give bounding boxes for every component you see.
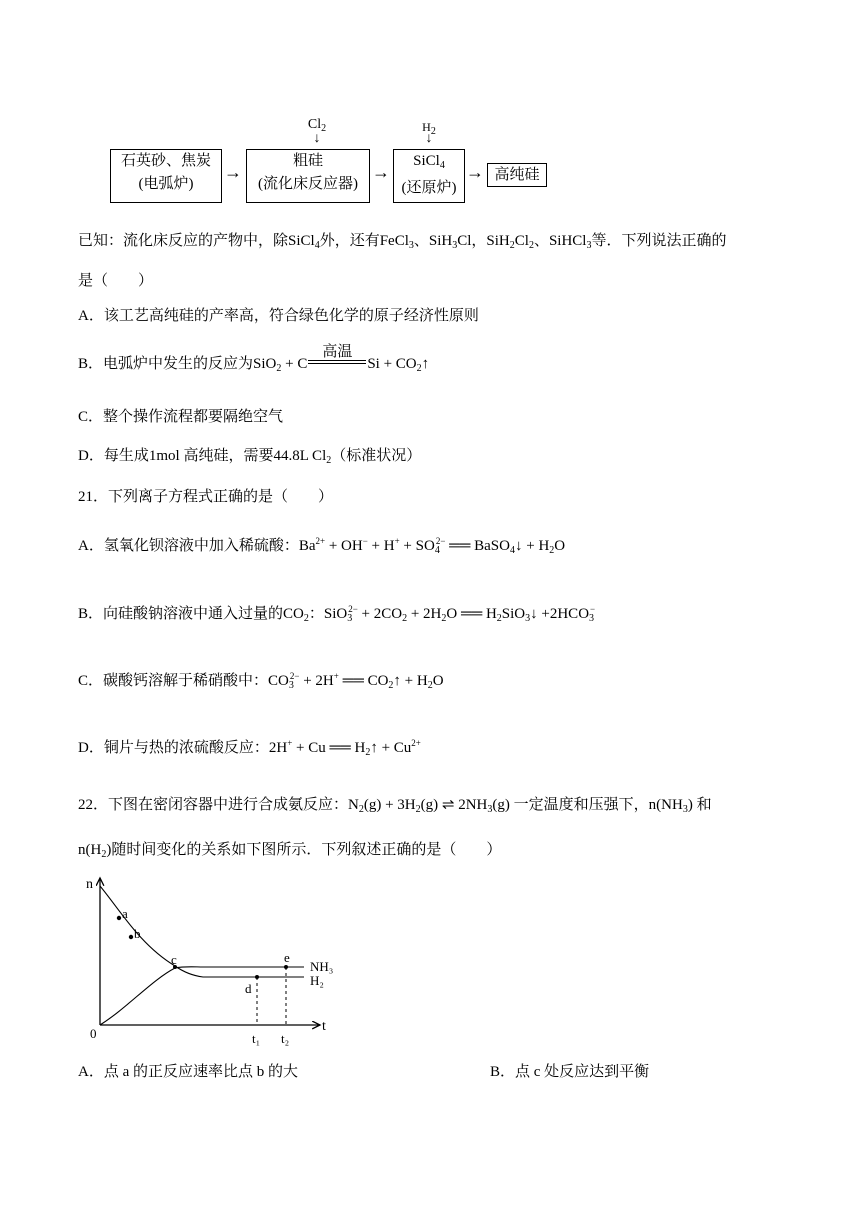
q20-option-c: C．整个操作流程都要隔绝空气 bbox=[78, 409, 284, 425]
q20-option-d bbox=[78, 444, 421, 466]
q21a-pre: A．氢氧化钡溶液中加入稀硫酸： bbox=[78, 538, 299, 554]
q21b-eq: $CO_2$：$SiO_3^{2-} + 2CO_2 + 2H_2O$ ══ $H_2SiO_3↓ +2HCO_3^-$ bbox=[283, 604, 596, 624]
tick-t1: t₁ bbox=[252, 1031, 261, 1046]
label-d: d bbox=[245, 981, 252, 996]
flow-arrow-3: → bbox=[466, 162, 484, 182]
q20-option-a: A．该工艺高纯硅的产率高，符合绿色化学的原子经济性原则 bbox=[78, 308, 479, 324]
q22-stem-pre: 22．下图在密闭容器中进行合成氨反应： bbox=[78, 797, 349, 813]
q22-reaction: $N_2(g) + 3H_2(g)$ ⇌ $2NH_3(g)$ bbox=[348, 797, 510, 815]
q22-option-a: A．点 a 的正反应速率比点 b 的大 bbox=[78, 1064, 298, 1080]
h2-curve bbox=[100, 886, 304, 977]
point-b bbox=[129, 935, 133, 939]
reagent-h2: $H_2$ bbox=[422, 120, 436, 137]
q20-known-line bbox=[78, 229, 726, 251]
flow-arrow-1: → bbox=[224, 162, 242, 182]
q22-line2 bbox=[78, 838, 501, 860]
label-e: e bbox=[284, 950, 290, 965]
q21a-eq: $Ba^{2+} + OH^- + H^+ + SO_4^{2-}$ ══ BaSO$_4$↓ + $H_2O$ bbox=[298, 536, 566, 556]
optd-pre: D．每生成 bbox=[78, 448, 149, 464]
box2-line2: (流化床反应器) bbox=[258, 176, 358, 192]
optd-post: （标准状况） bbox=[331, 448, 422, 464]
q21d-eq: 2H+ + Cu ══ $H_2↑ + Cu^{2+}$ bbox=[268, 738, 421, 758]
q21-option-d bbox=[78, 736, 421, 758]
reagent-arrow-1: ↓ bbox=[313, 131, 321, 146]
formula-sicl4: SiCl$_4$ bbox=[288, 233, 320, 251]
optd-mid: 高纯硅，需要 bbox=[183, 448, 274, 464]
q22-n-h2: $n(H_2)$ bbox=[78, 842, 112, 860]
q21-option-c bbox=[78, 669, 444, 691]
q21c-pre: C．碳酸钙溶解于稀硝酸中： bbox=[78, 673, 269, 689]
formula-list: FeCl$_3$、SiH$_3$Cl，$SiH_2Cl_2$、SiHCl$_3$ bbox=[379, 233, 592, 251]
label-c: c bbox=[171, 952, 177, 967]
q21b-pre: B．向硅酸钠溶液中通入过量的 bbox=[78, 606, 284, 622]
label-a: a bbox=[122, 906, 128, 921]
q22-option-b: B．点 c 处反应达到平衡 bbox=[490, 1064, 650, 1080]
q21c-eq: $CO_3^{2-} + 2H^+$ ══ $CO_2↑ + H_2O$ bbox=[268, 671, 444, 691]
box1-line1: 石英砂、焦炭 bbox=[120, 153, 211, 169]
q22-stem-mid: 一定温度和压强下， bbox=[513, 797, 649, 813]
known-mid: 外，还有 bbox=[319, 233, 380, 249]
flow-box-furnace bbox=[110, 149, 222, 203]
optd-amount: 1mol bbox=[148, 448, 184, 464]
flow-box-sicl4 bbox=[393, 149, 465, 203]
q22-line2-post: 随时间变化的关系如下图所示．下列叙述正确的是（ ） bbox=[111, 842, 502, 858]
q20-line2: 是（ ） bbox=[78, 273, 154, 289]
q22-and: 和 bbox=[696, 797, 712, 813]
x-axis-label: t bbox=[322, 1019, 326, 1034]
q21-option-b bbox=[78, 602, 595, 624]
optb-condition: 高温 bbox=[322, 344, 353, 360]
reagent-arrow-2: ↓ bbox=[425, 131, 433, 146]
box3-line1: SiCl$_4$ bbox=[413, 153, 445, 171]
point-d bbox=[255, 975, 259, 979]
point-e bbox=[284, 965, 288, 969]
flow-arrow-2: → bbox=[372, 162, 390, 182]
y-axis-label: n bbox=[86, 877, 93, 892]
flow-box-crude-si bbox=[246, 149, 370, 203]
box1-line2: (电弧炉) bbox=[138, 176, 194, 192]
nh3-h2-time-graph bbox=[72, 870, 372, 1050]
point-a bbox=[117, 916, 121, 920]
optb-equation: SiO$_2$ + C 高温 $Si + CO_2↑$ bbox=[253, 356, 429, 372]
series-label-h2: H₂ bbox=[310, 973, 324, 988]
box3-line2: (还原炉) bbox=[401, 180, 457, 196]
q21-stem: 21．下列离子方程式正确的是（ ） bbox=[78, 489, 334, 505]
q21-option-a bbox=[78, 534, 565, 556]
tick-t2: t₂ bbox=[281, 1031, 290, 1046]
q22-n-nh3: $n(NH_3)$ bbox=[648, 797, 693, 815]
q22-stem bbox=[78, 793, 712, 815]
q20-option-b bbox=[78, 344, 430, 374]
flow-box-pure-si: 高纯硅 bbox=[487, 163, 547, 187]
box2-line1: 粗硅 bbox=[292, 153, 323, 169]
optd-volume: 44.8L $Cl_2$ bbox=[273, 448, 332, 466]
known-pre: 已知：流化床反应的产物中，除 bbox=[78, 233, 289, 249]
q21d-pre: D．铜片与热的浓硫酸反应： bbox=[78, 740, 269, 756]
series-label-nh3: NH₃ bbox=[310, 959, 334, 974]
origin-label: 0 bbox=[90, 1026, 97, 1041]
known-post: 等．下列说法正确的 bbox=[591, 233, 727, 249]
nh3-curve bbox=[100, 967, 304, 1025]
optb-pre: B．电弧炉中发生的反应为 bbox=[78, 356, 254, 372]
label-b: b bbox=[134, 926, 141, 941]
reagent-cl2: $Cl_2$ bbox=[307, 117, 327, 134]
